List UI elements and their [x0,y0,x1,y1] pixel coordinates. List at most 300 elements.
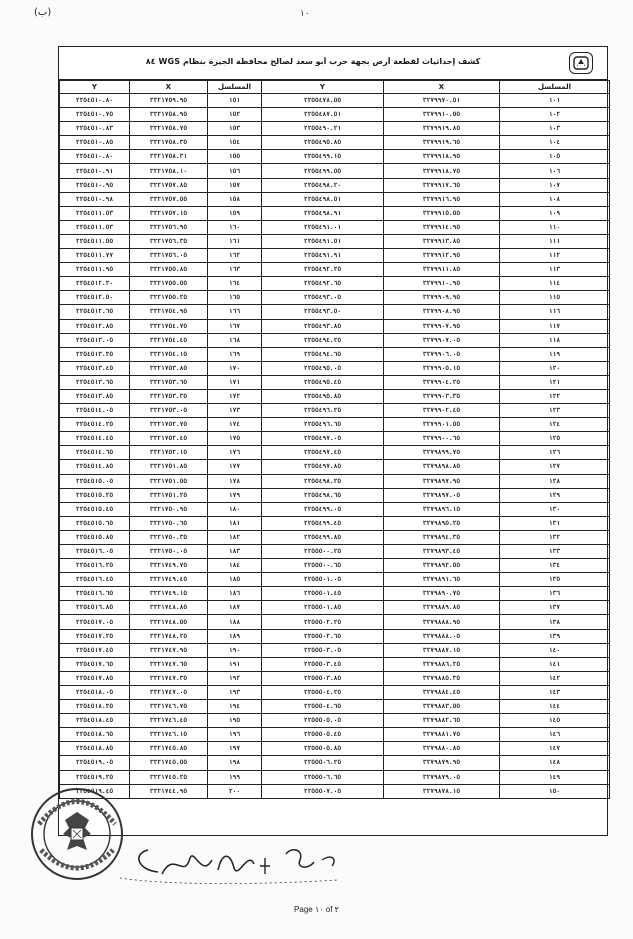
left-x-cell: ٣٢٢١٧٥٠.٣٥ [130,530,208,544]
left-x-cell: ٣٢٢١٧٥٦.٣٥ [130,234,208,248]
left-x-cell: ٣٢٢١٧٤٦.١٥ [130,728,208,742]
table-body [60,94,610,799]
right-serial-cell: ١٤٩ [500,770,610,784]
left-y-cell: ٢٢٥٤٥١٣.٦٥ [60,375,130,389]
sheet-header [59,47,607,80]
table-row [60,784,610,798]
left-serial-cell: ١٨٠ [208,502,262,516]
table-row [60,488,610,502]
right-serial-cell: ١٠٩ [500,206,610,220]
left-serial-cell: ١٨٣ [208,545,262,559]
right-serial-cell: ١٣٦ [500,587,610,601]
right-y-cell: ٢٢٥٥٥٠٣.٠٥ [262,643,384,657]
table-row [60,742,610,756]
table-row [60,615,610,629]
coordinates-table [59,80,610,799]
right-y-cell: ٢٢٥٥٥٠١.٠٥ [262,573,384,587]
left-serial-cell: ١٨١ [208,516,262,530]
left-x-cell: ٣٢٢١٧٤٥.٢٥ [130,770,208,784]
table-row [60,347,610,361]
table-row [60,460,610,474]
table-row [60,700,610,714]
left-x-cell: ٣٢٢١٧٥٦.٩٥ [130,220,208,234]
table-row [60,108,610,122]
right-x-cell: ٣٢٧٩٨٨٨.٩٥ [384,615,500,629]
left-serial-cell: ١٥٩ [208,206,262,220]
right-y-cell: ٢٢٥٥٤٩٣.٠٥ [262,291,384,305]
right-y-cell: ٢٢٥٥٥٠٣.٨٥ [262,671,384,685]
right-serial-cell: ١٥٠ [500,784,610,798]
right-y-header: Y [262,81,384,94]
right-serial-cell: ١٣٠ [500,502,610,516]
left-y-cell: ٢٢٥٤٥١٠.٨٣ [60,122,130,136]
left-x-cell: ٣٢٢١٧٤٤.٩٥ [130,784,208,798]
right-serial-cell: ١١٢ [500,249,610,263]
table-row [60,474,610,488]
left-x-cell: ٣٢٢١٧٥٨.٣٥ [130,136,208,150]
table-row [60,122,610,136]
right-x-cell: ٣٢٧٩٩١٧.٦٥ [384,178,500,192]
table-row [60,418,610,432]
right-x-cell: ٣٢٧٩٨٩٠.٧٥ [384,587,500,601]
left-serial-cell: ١٥٨ [208,192,262,206]
left-x-cell: ٣٢٢١٧٤٩.٤٥ [130,573,208,587]
left-x-cell: ٣٢٢١٧٥٠.٠٥ [130,545,208,559]
left-y-cell: ٢٢٥٤٥١٨.٤٥ [60,714,130,728]
right-x-cell: ٣٢٧٩٩١٩.٨٥ [384,122,500,136]
right-serial-cell: ١٤٣ [500,685,610,699]
right-x-cell: ٣٢٧٩٩٠١.٥٥ [384,418,500,432]
left-x-cell: ٣٢٢١٧٥٨.٩٥ [130,108,208,122]
right-y-cell: ٢٢٥٥٤٩٧.٨٥ [262,460,384,474]
left-x-cell: ٣٢٢١٧٥٦.٠٥ [130,249,208,263]
left-y-cell: ٢٢٥٤٥١٢.٨٥ [60,319,130,333]
right-y-cell: ٢٢٥٥٥٠٤.٦٥ [262,700,384,714]
right-serial-cell: ١١١ [500,234,610,248]
left-serial-cell: ١٥٧ [208,178,262,192]
left-x-cell: ٣٢٢١٧٥٤.٧٥ [130,319,208,333]
right-x-cell: ٣٢٧٩٨٩٤.٣٥ [384,530,500,544]
left-serial-cell: ١٥٤ [208,136,262,150]
right-x-cell: ٣٢٧٩٩١١.٨٥ [384,263,500,277]
left-x-cell: ٣٢٢١٧٤٥.٥٥ [130,756,208,770]
left-serial-cell: ١٧٦ [208,446,262,460]
right-y-cell: ٢٢٥٥٥٠٠.٦٥ [262,559,384,573]
left-x-cell: ٣٢٢١٧٥٣.٦٥ [130,375,208,389]
right-y-cell: ٢٢٥٥٥٠٢.٢٥ [262,615,384,629]
table-row [60,671,610,685]
right-y-cell: ٢٢٥٥٥٠١.٨٥ [262,601,384,615]
left-serial-cell: ١٦٨ [208,333,262,347]
right-x-cell: ٣٢٧٩٩٠٥.١٥ [384,361,500,375]
left-y-cell: ٢٢٥٤٥١١.٧٧ [60,249,130,263]
sheet-title: كشف إحداثيات لقطعة أرض بجهة حرب أبو سعد لصالح محافظة الجيزة بنظام WGS ٨٤ [145,57,481,66]
right-x-cell: ٣٢٧٩٨٩٧.٠٥ [384,488,500,502]
table-row [60,249,610,263]
right-y-cell: ٢٢٥٥٤٧٨.٥٥ [262,94,384,108]
left-y-cell: ٢٢٥٤٥١٠.٩٥ [60,178,130,192]
right-x-cell: ٣٢٧٩٨٩٥.٢٥ [384,516,500,530]
right-serial-cell: ١٢١ [500,375,610,389]
left-serial-cell: ١٩٢ [208,671,262,685]
left-x-cell: ٣٢٢١٧٥٥.٢٥ [130,291,208,305]
left-x-cell: ٣٢٢١٧٤٧.٩٥ [130,643,208,657]
left-y-cell: ٢٢٥٤٥١٤.٦٥ [60,446,130,460]
right-x-cell: ٣٢٧٩٩٠٤.٢٥ [384,375,500,389]
left-x-cell: ٣٢٢١٧٥٩.٩٥ [130,94,208,108]
right-y-cell: ٢٢٥٥٤٩٥.٨٥ [262,389,384,403]
right-serial-cell: ١٢٠ [500,361,610,375]
right-x-cell: ٣٢٧٩٨٧٩.٠٥ [384,770,500,784]
right-y-cell: ٢٢٥٥٤٩٩.٤٥ [262,516,384,530]
table-row [60,291,610,305]
left-y-cell: ٢٢٥٤٥١١.٥٥ [60,234,130,248]
right-y-cell: ٢٢٥٥٤٩٨.٦٥ [262,488,384,502]
left-serial-cell: ١٨٧ [208,601,262,615]
table-row [60,657,610,671]
right-serial-cell: ١١٤ [500,277,610,291]
left-y-cell: ٢٢٥٤٥١١.٩٥ [60,263,130,277]
table-row [60,206,610,220]
right-serial-cell: ١٣٥ [500,573,610,587]
right-x-cell: ٣٢٧٩٩١٨.٧٥ [384,164,500,178]
table-row [60,220,610,234]
left-y-cell: ٢٢٥٤٥١١.٥٣ [60,206,130,220]
right-x-cell: ٣٢٧٩٨٧٩.٩٥ [384,756,500,770]
left-x-cell: ٣٢٢١٧٥٧.٨٥ [130,178,208,192]
left-x-cell: ٣٢٢١٧٤٧.٦٥ [130,657,208,671]
table-row [60,178,610,192]
left-y-cell: ٢٢٥٤٥١٠.٨٠ [60,94,130,108]
right-y-cell: ٢٢٥٥٤٩٩.٥٥ [262,164,384,178]
right-x-cell: ٣٢٧٩٩٠٢.٤٥ [384,404,500,418]
left-serial-cell: ١٥٦ [208,164,262,178]
left-serial-cell: ١٥٥ [208,150,262,164]
right-y-cell: ٢٢٥٥٤٩٣.٨٥ [262,319,384,333]
left-y-cell: ٢٢٥٤٥١٥.٢٥ [60,488,130,502]
right-serial-cell: ١٣٩ [500,629,610,643]
right-serial-cell: ١٣٤ [500,559,610,573]
right-x-cell: ٣٢٧٩٩٠٧.٩٥ [384,319,500,333]
right-x-cell: ٣٢٧٩٨٨١.٧٥ [384,728,500,742]
table-row [60,389,610,403]
right-x-cell: ٣٢٧٩٩١٠.٩٥ [384,277,500,291]
right-x-cell: ٣٢٧٩٩١٠.٥٥ [384,108,500,122]
right-y-cell: ٢٢٥٥٥٠٧.٠٥ [262,784,384,798]
left-x-header: X [130,81,208,94]
right-y-cell: ٢٢٥٥٤٩٢.٦٥ [262,277,384,291]
left-x-cell: ٣٢٢١٧٤٦.٧٥ [130,700,208,714]
left-x-cell: ٣٢٢١٧٥٥.٥٥ [130,277,208,291]
left-x-cell: ٣٢٢١٧٥٤.١٥ [130,347,208,361]
right-x-cell: ٣٢٧٩٩١٩.٦٥ [384,136,500,150]
right-y-cell: ٢٢٥٥٤٩٤.٦٥ [262,347,384,361]
right-serial-cell: ١٠٧ [500,178,610,192]
left-y-cell: ٢٢٥٤٥١٥.٤٥ [60,502,130,516]
right-serial-cell: ١١٥ [500,291,610,305]
right-y-cell: ٢٢٥٥٤٩٩.٨٥ [262,530,384,544]
right-y-cell: ٢٢٥٥٤٩٨.٥١ [262,192,384,206]
left-y-cell: ٢٢٥٤٥١٤.٠٥ [60,404,130,418]
left-x-cell: ٣٢٢١٧٥١.٥٥ [130,474,208,488]
right-y-cell: ٢٢٥٥٤٩٥.٠٥ [262,361,384,375]
left-serial-cell: ٢٠٠ [208,784,262,798]
right-x-cell: ٣٢٧٩٩٠٩.٩٥ [384,291,500,305]
right-y-cell: ٢٢٥٥٤٩٩.٠٥ [262,502,384,516]
right-x-cell: ٣٢٧٩٨٩٢.٥٥ [384,559,500,573]
table-row [60,714,610,728]
table-header-row [60,81,610,94]
right-serial-cell: ١٢٢ [500,389,610,403]
right-x-cell: ٣٢٧٩٨٧٨.١٥ [384,784,500,798]
right-x-header: X [384,81,500,94]
right-serial-cell: ١٢٣ [500,404,610,418]
right-y-cell: ٢٢٥٥٤٩٧.٤٥ [262,446,384,460]
left-y-cell: ٢٢٥٤٥١١.٥٣ [60,220,130,234]
left-y-cell: ٢٢٥٤٥١٨.٨٥ [60,742,130,756]
left-x-cell: ٣٢٢١٧٥٤.٤٥ [130,333,208,347]
left-serial-cell: ١٦٩ [208,347,262,361]
left-serial-cell: ١٨٨ [208,615,262,629]
left-serial-cell: ١٩٥ [208,714,262,728]
right-serial-cell: ١١٧ [500,319,610,333]
left-serial-cell: ١٦٥ [208,291,262,305]
right-y-cell: ٢٢٥٥٤٩٨.٢٥ [262,474,384,488]
table-row [60,643,610,657]
right-serial-cell: ١٠٤ [500,136,610,150]
table-row [60,601,610,615]
left-y-cell: ٢٢٥٤٥١٨.٦٥ [60,728,130,742]
right-y-cell: ٢٢٥٥٤٩١.٥١ [262,234,384,248]
left-x-cell: ٣٢٢١٧٥٢.٧٥ [130,418,208,432]
left-y-cell: ٢٢٥٤٥١٤.٤٥ [60,432,130,446]
right-serial-cell: ١٢٥ [500,432,610,446]
left-x-cell: ٣٢٢١٧٥٧.٥٥ [130,192,208,206]
left-serial-cell: ١٩٦ [208,728,262,742]
left-y-cell: ٢٢٥٤٥١٣.٤٥ [60,361,130,375]
table-row [60,685,610,699]
right-y-cell: ٢٢٥٥٤٩٨.٩١ [262,206,384,220]
left-y-cell: ٢٢٥٤٥١٧.٨٥ [60,671,130,685]
left-x-cell: ٣٢٢١٧٥٧.١٥ [130,206,208,220]
left-y-cell: ٢٢٥٤٥١٤.٨٥ [60,460,130,474]
left-x-cell: ٣٢٢١٧٤٨.٢٥ [130,629,208,643]
table-row [60,305,610,319]
table-row [60,530,610,544]
left-y-cell: ٢٢٥٤٥١٦.٠٥ [60,545,130,559]
right-x-cell: ٣٢٧٩٩١٢.٩٥ [384,249,500,263]
right-y-cell: ٢٢٥٥٥٠٥.٨٥ [262,742,384,756]
left-serial-cell: ١٥١ [208,94,262,108]
right-y-cell: ٢٢٥٥٤٩٦.٢٥ [262,404,384,418]
left-x-cell: ٣٢٢١٧٥٤.٩٥ [130,305,208,319]
right-y-cell: ٢٢٥٥٥٠٦.٦٥ [262,770,384,784]
right-serial-cell: ١٣١ [500,516,610,530]
left-serial-cell: ١٨٥ [208,573,262,587]
table-row [60,263,610,277]
right-x-cell: ٣٢٧٩٩٠٨.٩٥ [384,305,500,319]
left-y-cell: ٢٢٥٤٥١٦.٦٥ [60,587,130,601]
right-serial-cell: ١٢٦ [500,446,610,460]
right-serial-cell: ١٠٥ [500,150,610,164]
left-x-cell: ٣٢٢١٧٤٧.٣٥ [130,671,208,685]
right-x-cell: ٣٢٧٩٨٩٨.٨٥ [384,460,500,474]
coordinates-sheet [58,46,608,836]
top-page-number: ١٠ [300,9,310,19]
left-x-cell: ٣٢٢١٧٥١.٢٥ [130,488,208,502]
right-serial-cell: ١٤٠ [500,643,610,657]
table-row [60,559,610,573]
right-serial-cell: ١٢٤ [500,418,610,432]
right-y-cell: ٢٢٥٥٤٩٨.٢٠ [262,178,384,192]
right-serial-cell: ١٤٤ [500,700,610,714]
table-row [60,164,610,178]
left-y-cell: ٢٢٥٤٥١٠.٧٥ [60,108,130,122]
right-y-cell: ٢٢٥٥٥٠٢.٦٥ [262,629,384,643]
right-serial-cell: ١١٨ [500,333,610,347]
left-x-cell: ٣٢٢١٧٤٩.٧٥ [130,559,208,573]
right-x-cell: ٣٢٧٩٩٠٦.٠٥ [384,347,500,361]
left-serial-cell: ١٦١ [208,234,262,248]
table-row [60,545,610,559]
table-row [60,587,610,601]
right-serial-cell: ١٠٦ [500,164,610,178]
left-y-cell: ٢٢٥٤٥١٨.٢٥ [60,700,130,714]
right-x-cell: ٣٢٧٩٨٩٦.١٥ [384,502,500,516]
left-x-cell: ٣٢٢١٧٥٣.٨٥ [130,361,208,375]
table-row [60,277,610,291]
left-x-cell: ٣٢٢١٧٤٨.٨٥ [130,601,208,615]
right-serial-cell: ١١٠ [500,220,610,234]
right-serial-cell: ١٤٦ [500,728,610,742]
right-x-cell: ٣٢٧٩٨٨٦.٢٥ [384,657,500,671]
right-y-cell: ٢٢٥٥٤٩٦.٦٥ [262,418,384,432]
left-serial-cell: ١٧٩ [208,488,262,502]
left-serial-cell: ١٧٨ [208,474,262,488]
right-x-cell: ٣٢٧٩٨٨٩.٨٥ [384,601,500,615]
right-y-cell: ٢٢٥٥٤٩٢.٢٥ [262,263,384,277]
left-y-cell: ٢٢٥٤٥١٦.٤٥ [60,573,130,587]
left-y-cell: ٢٢٥٤٥١٩.٠٥ [60,756,130,770]
right-serial-cell: ١٢٨ [500,474,610,488]
right-x-cell: ٣٢٧٩٨٨٣.٥٥ [384,700,500,714]
right-serial-cell: ١٣٢ [500,530,610,544]
left-y-cell: ٢٢٥٤٥١٦.٢٥ [60,559,130,573]
left-serial-cell: ١٦٢ [208,249,262,263]
left-serial-cell: ١٦٧ [208,319,262,333]
right-serial-cell: ١١٦ [500,305,610,319]
left-x-cell: ٣٢٢١٧٥٠.٦٥ [130,516,208,530]
left-x-cell: ٣٢٢١٧٤٥.٨٥ [130,742,208,756]
right-y-cell: ٢٢٥٥٤٩٣.٥٠ [262,305,384,319]
right-x-cell: ٣٢٧٩٨٨٢.٦٥ [384,714,500,728]
right-y-cell: ٢٢٥٥٤٩٥.٤٥ [262,375,384,389]
right-serial-cell: ١١٣ [500,263,610,277]
left-serial-cell: ١٦٦ [208,305,262,319]
right-y-cell: ٢٢٥٥٥٠٥.٠٥ [262,714,384,728]
right-x-cell: ٣٢٧٩٨٩٣.٤٥ [384,545,500,559]
table-row [60,361,610,375]
left-x-cell: ٣٢٢١٧٤٦.٤٥ [130,714,208,728]
right-serial-cell: ١٠٨ [500,192,610,206]
left-serial-cell: ١٩٨ [208,756,262,770]
left-x-cell: ٣٢٢١٧٥٥.٨٥ [130,263,208,277]
left-serial-cell: ١٧٤ [208,418,262,432]
right-x-cell: ٣٢٧٩٩١٤.٩٥ [384,220,500,234]
left-serial-cell: ١٨٢ [208,530,262,544]
right-serial-cell: ١٣٨ [500,615,610,629]
right-serial-cell: ١٣٣ [500,545,610,559]
left-x-cell: ٣٢٢١٧٥٣.٠٥ [130,404,208,418]
left-x-cell: ٣٢٢١٧٥٨.١٠ [130,164,208,178]
right-y-cell: ٢٢٥٥٤٩٤.٢٥ [262,333,384,347]
right-serial-cell: ١٢٩ [500,488,610,502]
left-x-cell: ٣٢٢١٧٥٢.٤٥ [130,432,208,446]
right-y-cell: ٢٢٥٥٤٩١.٩١ [262,249,384,263]
right-serial-cell: ١٤١ [500,657,610,671]
left-y-cell: ٢٢٥٤٥١٣.٠٥ [60,333,130,347]
left-y-cell: ٢٢٥٤٥١٠.٩١ [60,164,130,178]
left-serial-cell: ١٩٧ [208,742,262,756]
left-y-cell: ٢٢٥٤٥١٣.٢٥ [60,347,130,361]
left-serial-cell: ١٥٣ [208,122,262,136]
left-y-cell: ٢٢٥٤٥١٥.٦٥ [60,516,130,530]
left-y-cell: ٢٢٥٤٥١٧.٤٥ [60,643,130,657]
table-row [60,516,610,530]
left-y-cell: ٢٢٥٤٥١٧.٦٥ [60,657,130,671]
right-y-cell: ٢٢٥٥٥٠١.٤٥ [262,587,384,601]
left-serial-cell: ١٩٩ [208,770,262,784]
table-row [60,728,610,742]
left-serial-cell: ١٨٤ [208,559,262,573]
left-y-cell: ٢٢٥٤٥١٠.٩٨ [60,192,130,206]
left-y-cell: ٢٢٥٤٥١٢.٥٠ [60,291,130,305]
table-row [60,94,610,108]
left-serial-cell: ١٧٧ [208,460,262,474]
right-x-cell: ٣٢٧٩٨٩٩.٧٥ [384,446,500,460]
left-x-cell: ٣٢٢١٧٥٨.٧٥ [130,122,208,136]
table-row [60,432,610,446]
right-y-cell: ٢٢٥٥٤٩٥.٨٥ [262,136,384,150]
left-y-cell: ٢٢٥٤٥١٩.٢٥ [60,770,130,784]
left-serial-cell: ١٧٥ [208,432,262,446]
left-x-cell: ٣٢٢١٧٥٣.٣٥ [130,389,208,403]
left-serial-cell: ١٥٢ [208,108,262,122]
right-x-cell: ٣٢٧٩٨٩٧.٩٥ [384,474,500,488]
left-serial-cell: ١٦٠ [208,220,262,234]
left-y-header: Y [60,81,130,94]
left-serial-cell: ١٧٣ [208,404,262,418]
right-x-cell: ٣٢٧٩٩٧٠.٥١ [384,94,500,108]
left-x-cell: ٣٢٢١٧٥٨.٣١ [130,150,208,164]
right-x-cell: ٣٢٧٩٩٠٠.٦٥ [384,432,500,446]
right-x-cell: ٣٢٧٩٨٨٥.٣٥ [384,671,500,685]
left-serial-cell: ١٦٤ [208,277,262,291]
left-serial-cell: ١٩٣ [208,685,262,699]
left-y-cell: ٢٢٥٤٥١٨.٠٥ [60,685,130,699]
left-y-cell: ٢٢٥٤٥١٥.٠٥ [60,474,130,488]
left-serial-cell: ١٦٣ [208,263,262,277]
page-footer: Page ١٠ of ٢ [294,905,339,914]
table-row [60,446,610,460]
left-x-cell: ٣٢٢١٧٤٧.٠٥ [130,685,208,699]
right-x-cell: ٣٢٧٩٩٠٧.٠٥ [384,333,500,347]
left-x-cell: ٣٢٢١٧٥١.٨٥ [130,460,208,474]
left-serial-cell: ١٧٠ [208,361,262,375]
right-y-cell: ٢٢٥٥٥٠٣.٤٥ [262,657,384,671]
left-serial-cell: ١٨٦ [208,587,262,601]
left-y-cell: ٢٢٥٤٥١٤.٢٥ [60,418,130,432]
